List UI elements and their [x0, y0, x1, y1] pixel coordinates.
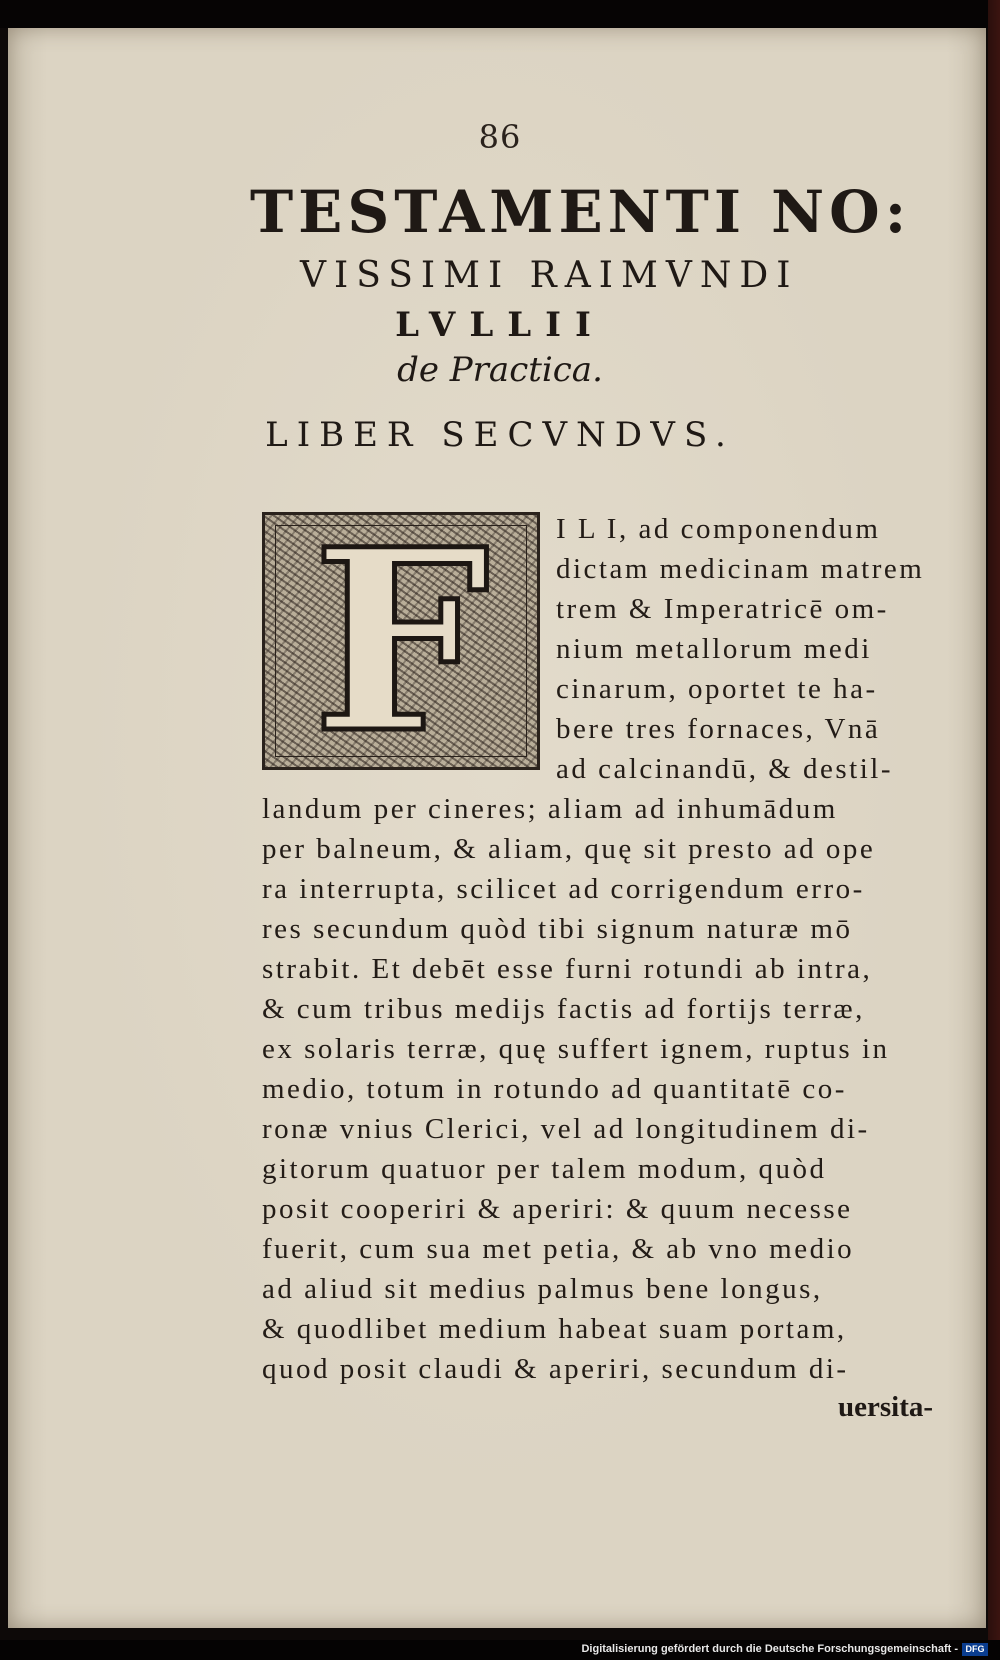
text-line: landum per cineres; aliam ad inhumādum — [262, 793, 838, 825]
dfg-logo: DFG — [962, 1643, 988, 1656]
text-line: cinarum, oportet te ha- — [556, 673, 878, 705]
text-line: ad calcinandū, & destil- — [556, 753, 894, 785]
catchword: uersita- — [838, 1391, 934, 1423]
text-line: dictam medicinam matrem — [556, 553, 925, 585]
scan-right-border — [988, 0, 1000, 1660]
text-line: nium metallorum medi — [556, 633, 872, 665]
text-line: quod posit claudi & aperiri, secundum di- — [262, 1353, 849, 1385]
heading-line-3: LVLLII — [395, 305, 605, 345]
text-line: & quodlibet medium habeat suam portam, — [262, 1313, 847, 1345]
text-line: strabit. Et debēt esse furni rotundi ab intra, — [262, 953, 873, 985]
text-line: gitorum quatuor per talem modum, quòd — [262, 1153, 827, 1185]
heading-line-2: VISSIMI RAIMVNDI — [300, 255, 799, 296]
heading-line-4: de Practica. — [397, 350, 603, 390]
scan-top-border — [0, 0, 1000, 28]
text-line: res secundum quòd tibi signum naturæ mō — [262, 913, 853, 945]
text-line: bere tres fornaces, Vnā — [556, 713, 881, 745]
digitization-credit: Digitalisierung gefördert durch die Deutsche Forschungsgemeinschaft - — [581, 1643, 958, 1655]
text-line: fuerit, cum sua met petia, & ab vno medio — [262, 1233, 855, 1265]
text-line: I L I, ad componendum — [556, 513, 881, 545]
text-line: & cum tribus medijs factis ad fortijs terræ, — [262, 993, 865, 1025]
heading-line-1: TESTAMENTI NO: — [250, 178, 912, 246]
page-number: 86 — [478, 118, 522, 156]
text-line: ronæ vnius Clerici, vel ad longitudinem di- — [262, 1113, 870, 1145]
decorated-initial — [262, 494, 540, 788]
book-subtitle: LIBER SECVNDVS. — [265, 415, 735, 455]
text-line: trem & Imperatricē om- — [556, 593, 889, 625]
text-line: medio, totum in rotundo ad quantitatē co- — [262, 1073, 847, 1105]
text-line: ra interrupta, scilicet ad corrigendum erro- — [262, 873, 865, 905]
text-line: ex solaris terræ, quę suffert ignem, ruptus in — [262, 1033, 890, 1065]
text-line: per balneum, & aliam, quę sit presto ad ope — [262, 833, 876, 865]
initial-letter: F — [312, 494, 490, 788]
text-line: posit cooperiri & aperiri: & quum necesse — [262, 1193, 853, 1225]
text-line: ad aliud sit medius palmus bene longus, — [262, 1273, 823, 1305]
